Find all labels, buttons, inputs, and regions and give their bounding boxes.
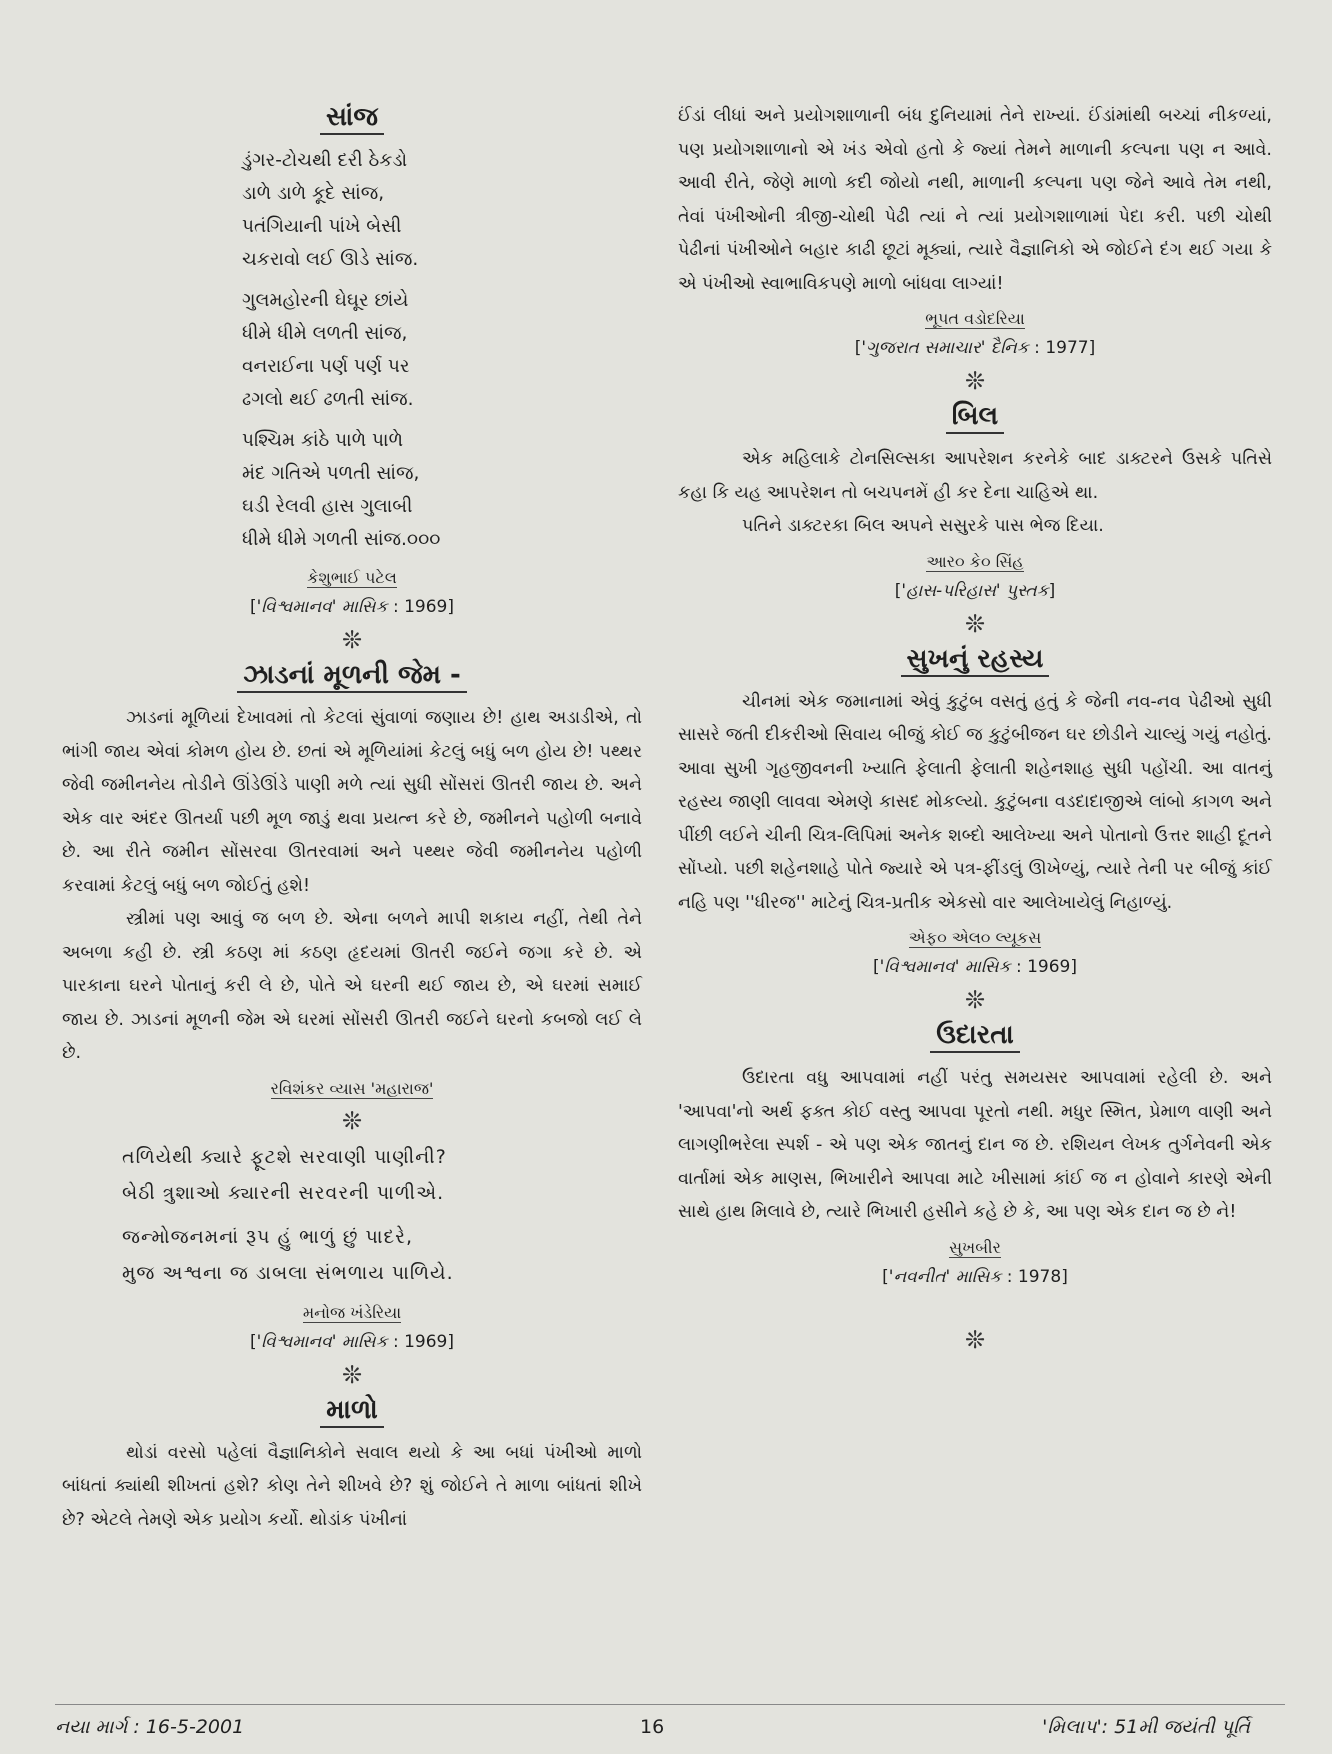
article-title-bil: બિલ: [678, 399, 1272, 433]
source-credit: ['વિશ્વમાનવ' માસિક : 1969]: [872, 957, 1078, 977]
poem-ghazal: [122, 1139, 642, 1291]
poem-line: વનરાઈના પર્ણ પર્ણ પર: [242, 356, 410, 377]
poem-line: તળિયેથી ક્યારે ફૂટશે સરવાણી પાણીની?: [122, 1145, 447, 1168]
author-credit: આર૦ કે૦ સિંહ: [926, 551, 1024, 571]
article-paragraph: એક મહિલાકે ટોનસિલ્સકા આપરેશન કરનેકે બાદ ડાક્ટરને ઉસકે પતિસે કહા કિ યહ આપરેશન તો બચપનમેં હી કર દેના ચાહિએ થા.: [678, 449, 1272, 503]
source-credit: ['નવનીત' માસિક : 1978]: [882, 1266, 1068, 1287]
article-title-udarta: ઉદારતા: [678, 1018, 1272, 1052]
ornament-divider: ❊: [964, 1325, 986, 1354]
article-paragraph: ઉદારતા વધુ આપવામાં નહીં પરંતુ સમયસર આપવામાં રહેલી છે. અને 'આપવા'નો અર્થ ફક્ત કોઈ વસ્તુ આપવા પૂરતો નથી. મધુર સ્મિત, પ્રેમાળ વાણી અને લાગણીભરેલા સ્પર્શ - એ પણ એક જાતનું દાન જ છે. રશિયન લેખક તુર્ગનેવની એક વાર્તામાં એક માણસ, ભિખારીને આપવા માટે ખીસામાં કાંઈ જ ન હોવાને કારણે એની સાથે હાથ મિલાવે છે, ત્યારે ભિખારી હસીને કહે છે કે, આ પણ એક દાન જ છે ને!: [678, 1068, 1272, 1222]
source-credit: ['હાસ-પરિહાસ' પુસ્તક]: [894, 580, 1056, 601]
article-paragraph: સ્ત્રીમાં પણ આવું જ બળ છે. એના બળને માપી શકાય નહીં, તેથી તેને અબળા કહી છે. સ્ત્રી કઠણ માં કઠણ હૃદયમાં ઊતરી જઈને જગા કરે છે. એ પારકાના ઘરને પોતાનું કરી લે છે, પોતે એ ઘરની થઈ જાય છે, એ ઘરમાં સમાઈ જાય છે. ઝાડનાં મૂળની જેમ એ ઘરમાં સોંસરી ઊતરી જઈને ઘરનો કબજો લઈ લે છે.: [62, 909, 642, 1063]
footer-publication: નયા માર્ગ : 16-5-2001: [55, 1716, 245, 1738]
poem-line: જન્મોજનમનાં રૂપ હું ભાળું છું પાદરે,: [122, 1225, 413, 1248]
poem-stanza: [242, 424, 642, 556]
article-paragraph: ઝાડનાં મૂળિયાં દેખાવમાં તો કેટલાં સુંવાળાં જણાય છે! હાથ અડાડીએ, તો ભાંગી જાય એવાં કોમળ હોય છે. છતાં એ મૂળિયાંમાં કેટલું બધું બળ હોય છે! પથ્થર જેવી જમીનનેય તોડીને ઊંડેઊંડે પાણી મળે ત્યાં સુધી સોંસરાં ઊતરી જાય છે. અને એક વાર અંદર ઊતર્યા પછી મૂળ જાડું થવા પ્રયત્ન કરે છે, જમીનને પહોળી બનાવે છે. આ રીતે જમીન સોંસરવા ઊતરવામાં અને પથ્થર જેવી જમીનનેય પહોળી કરવામાં કેટલું બધું બળ જોઈતું હશે!: [62, 708, 642, 896]
poem-line: મુજ અશ્વના જ ડાબલા સંભળાય પાળિયે.: [122, 1261, 454, 1284]
article-paragraph: ઈંડાં લીધાં અને પ્રયોગશાળાની બંધ દુનિયામાં તેને રાખ્યાં. ઈંડાંમાંથી બચ્ચાં નીકળ્યાં, પણ પ્રયોગશાળાનો એ ખંડ એવો હતો કે જ્યાં તેમને માળાની કલ્પના પણ ન આવે. આવી રીતે, જેણે માળો કદી જોયો નથી, માળાની કલ્પના પણ જેને આવે તેમ નથી, તેવાં પંખીઓની ત્રીજી-ચોથી પેઢી ત્યાં ને ત્યાં પ્રયોગશાળામાં પેદા કરી. પછી ચોથી પેઢીનાં પંખીઓને બહાર કાઢી છૂટાં મૂક્યાં, ત્યારે વૈજ્ઞાનિકો એ જોઈને દંગ થઈ ગયા કે એ પંખીઓ સ્વાભાવિકપણે માળો બાંધવા લાગ્યાં!: [678, 106, 1272, 294]
poem-line: ચકરાવો લઈ ઊડે સાંજ.: [242, 249, 419, 270]
ornament-divider: ❊: [964, 986, 986, 1014]
poem-line: ધીમે ધીમે લળતી સાંજ,: [242, 323, 408, 344]
poem-line: મંદ ગતિએ પળતી સાંજ,: [242, 463, 420, 484]
article-paragraph: ચીનમાં એક જમાનામાં એવું કુટુંબ વસતું હતું કે જેની નવ-નવ પેઢીઓ સુધી સાસરે જતી દીકરીઓ સિવાય બીજું કોઈ જ કુટુંબીજન ઘર છોડીને ચાલ્યું ગયું નહોતું. આવા સુખી ગૃહજીવનની ખ્યાતિ ફેલાતી ફેલાતી શહેનશાહ સુધી પહોંચી. આ વાતનું રહસ્ય જાણી લાવવા એમણે કાસદ મોકલ્યો. કુટુંબના વડદાદાજીએ લાંબો કાગળ અને પીંછી લઈને ચીની ચિત્ર-લિપિમાં અનેક શબ્દો આલેખ્યા અને પોતાનો ઉત્તર શાહી દૂતને સોંપ્યો. પછી શહેનશાહે પોતે જ્યારે એ પત્ર-ફીંડલું ઊખેળ્યું, ત્યારે તેની પર બીજું કાંઈ નહિ પણ ''ધીરજ'' માટેનું ચિત્ર-પ્રતીક એકસો વાર આલેખાયેલું નિહાળ્યું.: [678, 691, 1272, 913]
poem-line: ડાળે ડાળે કૂદે સાંજ,: [242, 183, 385, 204]
ornament-divider: ❊: [341, 1106, 363, 1135]
poem-sanj: [242, 144, 642, 556]
article-title-sukh: સુખનું રહસ્ય: [678, 642, 1272, 676]
poem-stanza: [242, 144, 642, 276]
author-credit: એફ૦ એલ૦ લ્યૂકસ: [908, 928, 1042, 947]
author-credit: કેશુભાઈ પટેલ: [307, 568, 397, 587]
poem-stanza: [122, 1139, 642, 1211]
ornament-divider: ❊: [964, 609, 986, 638]
poem-line: ગુલમહોરની ઘેઘૂર છાંયે: [242, 290, 409, 311]
author-credit: સુખબીર: [949, 1237, 1001, 1257]
ornament-divider: ❊: [964, 367, 986, 395]
ornament-divider: ❊: [341, 1360, 363, 1389]
author-credit: ભૂપત વડોદરિયા: [925, 309, 1025, 328]
source-credit: ['વિશ્વમાનવ' માસિક : 1969]: [249, 597, 455, 617]
right-column: [678, 100, 1272, 1358]
footer-supplement: 'મિલાપ': 51મી જયંતી પૂર્તિ: [1042, 1716, 1250, 1738]
poem-line: ડુંગર-ટોચથી દરી ઠેકડો: [242, 150, 408, 171]
poem-line: ઢગલો થઈ ઢળતી સાંજ.: [242, 389, 414, 410]
poem-line: પશ્ચિમ કાંઠે પાળે પાળે: [242, 430, 403, 451]
article-title-malo: માળો: [62, 1393, 642, 1427]
article-title-zad: ઝાડનાં મૂળની જેમ -: [62, 658, 642, 692]
source-credit: ['ગુજરાત સમાચાર' દૈનિક : 1977]: [854, 338, 1096, 358]
author-credit: મનોજ ખંડેરિયા: [302, 1302, 402, 1322]
left-column: [62, 100, 642, 1537]
poem-stanza: [122, 1219, 642, 1291]
source-credit: ['વિશ્વમાનવ' માસિક : 1969]: [249, 1331, 455, 1352]
poem-line: પતંગિયાની પાંખે બેસી: [242, 216, 402, 237]
poem-stanza: [242, 284, 642, 416]
page-number: 16: [640, 1716, 665, 1738]
article-paragraph: પતિને ડાક્ટરકા બિલ અપને સસુરકે પાસ ભેજ દિયા.: [742, 516, 1104, 536]
article-paragraph: થોડાં વરસો પહેલાં વૈજ્ઞાનિકોને સવાલ થયો કે આ બધાં પંખીઓ માળો બાંધતાં ક્યાંથી શીખતાં હશે? કોણ તેને શીખવે છે? શું જોઈને તે માળા બાંધતાં શીખે છે? એટલે તેમણે એક પ્રયોગ કર્યો. થોડાંક પંખીનાં: [62, 1442, 642, 1530]
author-credit: રવિશંકર વ્યાસ 'મહારાજ': [270, 1078, 434, 1098]
article-title-sanj: સાંજ: [62, 100, 642, 134]
poem-line: ધીમે ધીમે ગળતી સાંજ.૦૦૦: [242, 529, 441, 550]
footer-rule: [55, 1704, 1285, 1705]
ornament-divider: ❊: [341, 626, 363, 654]
poem-line: ઘડી રેલવી હાસ ગુલાબી: [242, 496, 413, 517]
page-footer: [0, 1716, 1332, 1746]
poem-line: બેઠી ત્રુશાઓ ક્યારની સરવરની પાળીએ.: [122, 1181, 445, 1204]
